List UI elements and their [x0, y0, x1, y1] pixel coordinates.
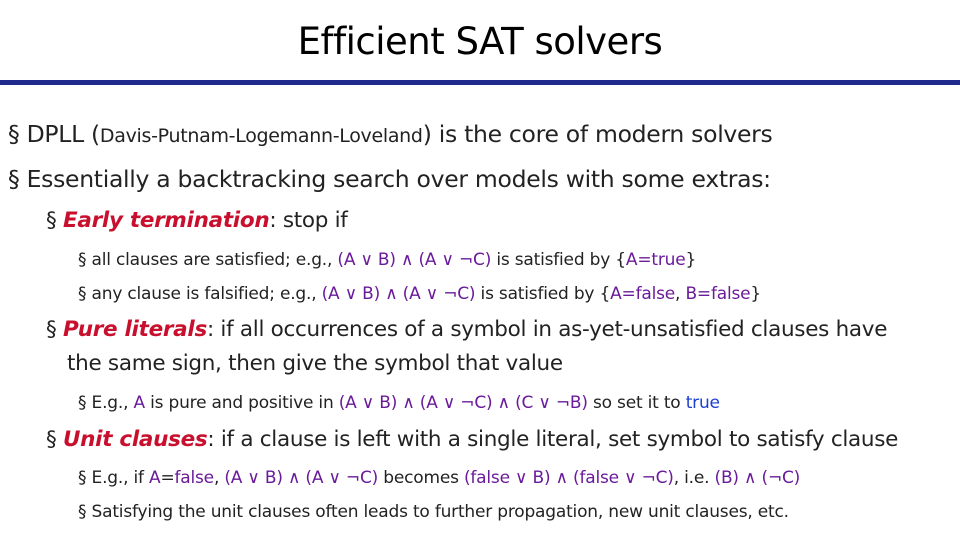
- unit-sub-1-formula-3: (B) ∧ (¬C): [714, 468, 801, 488]
- bullet-marker: §: [46, 317, 57, 342]
- unit-sub-1-comma: ,: [213, 468, 225, 488]
- unit-sub-1-ie: , i.e.: [673, 468, 715, 488]
- dpll-text-2: ) is the core of modern solvers: [422, 120, 773, 148]
- backtracking-text: Essentially a backtracking search over models with some extras:: [26, 165, 771, 193]
- early-sub-1-mid: is satisfied by {: [491, 250, 626, 270]
- title-divider: [0, 80, 960, 85]
- unit-sub-1: [78, 468, 800, 488]
- bullet-pure-literals: [46, 317, 887, 342]
- dpll-expansion: Davis-Putnam-Logemann-Loveland: [99, 125, 423, 147]
- unit-sub-1-formula: (A ∨ B) ∧ (A ∨ ¬C): [224, 468, 379, 488]
- bullet-marker: §: [78, 468, 87, 488]
- dpll-text-1: DPLL (: [26, 120, 100, 148]
- pure-sub-1-text: E.g.,: [91, 393, 134, 413]
- unit-sub-1-false: false: [174, 468, 214, 488]
- bullet-marker: §: [46, 208, 57, 233]
- pure-sub-1-symbol: A: [133, 393, 145, 413]
- early-sub-2-comma: ,: [675, 284, 686, 304]
- early-sub-2-assign-b: B=false: [685, 284, 751, 304]
- pure-sub-1: [78, 393, 720, 413]
- bullet-marker: §: [46, 427, 57, 452]
- early-sub-1-text: all clauses are satisfied; e.g.,: [91, 250, 338, 270]
- bullet-marker: §: [8, 165, 20, 193]
- unit-sub-1-symbol: A: [149, 468, 161, 488]
- bullet-marker: §: [78, 284, 87, 304]
- bullet-marker: §: [8, 120, 20, 148]
- pure-sub-1-formula: (A ∨ B) ∧ (A ∨ ¬C) ∧ (C ∨ ¬B): [338, 393, 588, 413]
- early-sub-1-end: }: [685, 250, 697, 270]
- early-sub-1-assign: A=true: [625, 250, 686, 270]
- early-termination-rest: : stop if: [269, 208, 348, 233]
- unit-clauses-term: Unit clauses: [63, 427, 208, 452]
- unit-sub-1-text: E.g., if: [91, 468, 149, 488]
- bullet-unit-clauses: [46, 427, 898, 452]
- unit-sub-1-eq: =: [160, 468, 175, 488]
- early-sub-2-text: any clause is falsified; e.g.,: [91, 284, 322, 304]
- early-sub-1-formula: (A ∨ B) ∧ (A ∨ ¬C): [337, 250, 492, 270]
- pure-literals-continuation: the same sign, then give the symbol that value: [67, 351, 563, 376]
- bullet-marker: §: [78, 502, 87, 522]
- pure-sub-1-mid: is pure and positive in: [144, 393, 339, 413]
- early-sub-2-mid: is satisfied by {: [475, 284, 611, 304]
- bullet-backtracking: [8, 165, 771, 193]
- early-sub-1: [78, 250, 696, 270]
- unit-sub-2: [78, 502, 789, 522]
- unit-sub-1-becomes: becomes: [378, 468, 464, 488]
- early-sub-2-formula: (A ∨ B) ∧ (A ∨ ¬C): [321, 284, 476, 304]
- bullet-marker: §: [78, 393, 87, 413]
- pure-literals-term: Pure literals: [63, 317, 207, 342]
- early-termination-term: Early termination: [63, 208, 270, 233]
- bullet-early-termination: [46, 208, 348, 233]
- unit-sub-2-text: Satisfying the unit clauses often leads to further propagation, new unit clauses, etc.: [91, 502, 789, 522]
- unit-clauses-rest: : if a clause is left with a single literal, set symbol to satisfy clause: [207, 427, 899, 452]
- bullet-marker: §: [78, 250, 87, 270]
- early-sub-2-end: }: [750, 284, 762, 304]
- pure-sub-1-value: true: [685, 393, 720, 413]
- slide-title: Efficient SAT solvers: [297, 20, 663, 63]
- pure-literals-rest-1: : if all occurrences of a symbol in as-yet-unsatisfied clauses have: [206, 317, 888, 342]
- unit-sub-1-formula-2: (false ∨ B) ∧ (false ∨ ¬C): [463, 468, 674, 488]
- early-sub-2: [78, 284, 761, 304]
- bullet-dpll: [8, 120, 773, 148]
- early-sub-2-assign-a: A=false: [610, 284, 676, 304]
- pure-sub-1-mid-2: so set it to: [587, 393, 686, 413]
